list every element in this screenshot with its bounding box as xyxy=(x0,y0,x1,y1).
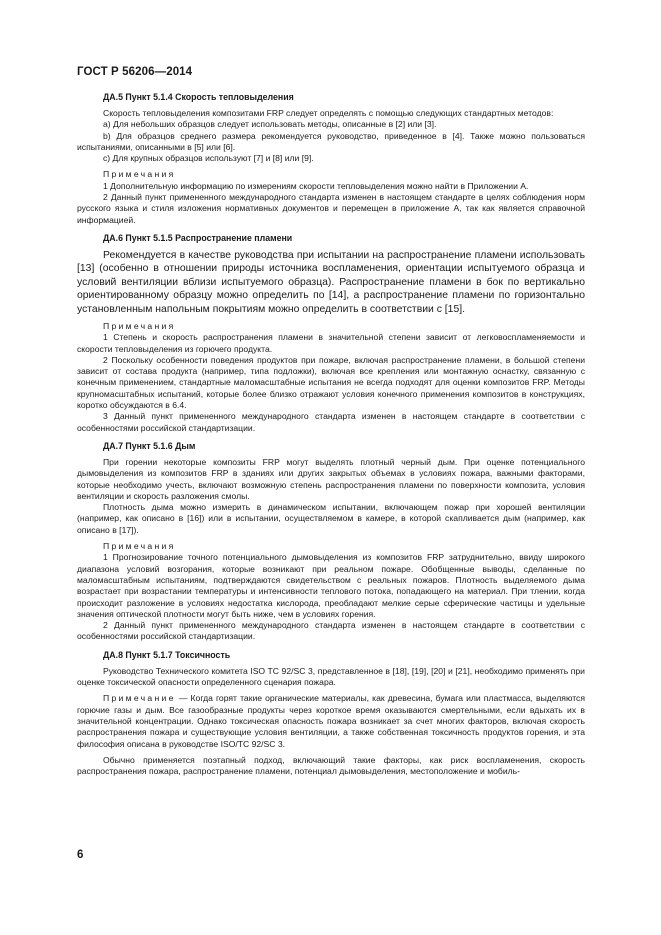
section-title-da6: ДА.6 Пункт 5.1.5 Распространение пламени xyxy=(103,232,293,243)
page-content xyxy=(77,92,585,777)
section-title-da8: ДА.8 Пункт 5.1.7 Токсичность xyxy=(103,649,231,660)
paragraph: При горении некоторые композиты FRP могут выделять плотный черный дым. При оценке потенциального дымовыделения из композитов FRP в зданиях или других закрытых объемах в условиях пожара, важными факторами, которые необходимо учесть, включают возможную степень распространения пламени по поверхности композита, условия вентиляции и скорость разложения смолы. xyxy=(77,456,585,501)
standard-id: ГОСТ Р 56206—2014 xyxy=(77,66,193,78)
page-number: 6 xyxy=(77,849,84,861)
note: 1 Дополнительную информацию по измерениям скорости тепловыделения можно найти в Приложении А. xyxy=(103,180,529,191)
note-label: Примечание xyxy=(103,693,176,704)
section-title-da5: ДА.5 Пункт 5.1.4 Скорость тепловыделения xyxy=(103,92,294,102)
notes-title: Примечания xyxy=(103,541,176,552)
notes-title: Примечания xyxy=(103,321,176,331)
note: 2 Данный пункт примененного международного стандарта изменен в настоящем стандарте в целях соблюдения норм русского языка и стиля изложения нормативных документов и перемещен в приложение А, так как является справочной информацией. xyxy=(77,192,585,225)
list-item: b) Для образцов среднего размера рекомендуется руководство, приведенное в [4]. Также можно пользоваться испытаниями, описанными в [5] или [6]. xyxy=(77,130,585,152)
paragraph: Скорость тепловыделения композитами FRP следует определять с помощью следующих стандартных методов: xyxy=(103,108,554,118)
notes-title: Примечания xyxy=(103,169,176,180)
note: 1 Степень и скорость распространения пламени в значительной степени зависит от легковоспламеняемости и скорости тепловыделения из горючего продукта. xyxy=(77,332,585,354)
paragraph: Рекомендуется в качестве руководства при испытании на распространение пламени использовать [13] (особенно в отношении природы источника воспламенения, ориентации испытуемого образца и условий вентиляции вблизи испытуемого образца). Распространение пламени в бок по вертикально ориентированному образцу можно определить по [14], а распространение пламени по горизонтально установленным напольным покрытиям можно определить в соответствии с [15]. xyxy=(77,249,585,315)
paragraph: Плотность дыма можно измерить в динамическом испытании, включающем пожар при хорошей вентиляции (например, как описано в [16]) или в испытании, осуществляемом в камере, в которой скапливается дым (например, как описано в [17]). xyxy=(77,502,585,535)
note: 2 Данный пункт примененного международного стандарта изменен в настоящем стандарте в соответствии с особенностями российской стандартизации. xyxy=(77,620,585,642)
note: 2 Поскольку особенности поведения продуктов при пожаре, включая распространение пламени, в большой степени зависит от состава продукта (например, типа подложки), включая все крепления или монтажную оснастку, связанную с конечным применением, стандартные маломасштабные испытания не всегда подходят для оценки композитов FRP. Методы крупномасштабных испытаний, которые более близко отражают условия конечного применения композитов в конструкциях, коротко обсуждаются в 6.4. xyxy=(77,354,585,411)
paragraph: Руководство Технического комитета ISO TC 92/SC 3, представленное в [18], [19], [20] и [21], необходимо применять при оценке токсической опасности определенного сценария пожара. xyxy=(77,665,585,688)
paragraph: Обычно применяется поэтапный подход, включающий такие факторы, как риск воспламенения, скорость распространения пожара, распространение пламени, потенциал дымовыделения, местоположение и мобиль- xyxy=(77,754,585,777)
note: 1 Прогнозирование точного потенциального дымовыделения из композитов FRP затруднительно, ввиду широкого диапазона условий возгорания, которые возникают при реальном пожаре. Обобщенные выводы, сделанные по маломасштабным испытаниям, подтверждаются свидетельством с реальных пожаров. Плотность выделяемого дыма возрастает при возрастании температуры и интенсивности теплового потока, попадающего на материал. При тлении, когда происходит разложение в условиях недостатка кислорода, преобладают мелкие серые сферические частицы и удельные значения оптической плотности могут быть ниже, чем в условиях горения. xyxy=(77,552,585,619)
note: 3 Данный пункт примененного международного стандарта изменен в настоящем стандарте в соответствии с особенностями российской стандартизации. xyxy=(77,411,585,433)
list-item: c) Для крупных образцов используют [7] и [8] или [9]. xyxy=(103,153,314,164)
list-item: a) Для небольших образцов следует использовать методы, описанные в [2] или [3]. xyxy=(103,119,437,130)
section-title-da7: ДА.7 Пункт 5.1.6 Дым xyxy=(103,440,196,451)
note-text: — Когда горят такие органические материалы, как древесина, бумага или пластмасса, выделяются горючие газы и дым. Все газообразные продукты через короткое время оказываются смертельными, если вдыхать их в значительной концентрации. Однако токсическая опасность пожара возникает за счет многих факторов, включая скорость распространения пожара и существующие условия вентиляции, а также собственная токсичность продуктов горения, и эта философия описана в руководстве ISO/TC 92/SC 3. xyxy=(77,693,585,749)
note xyxy=(77,693,585,749)
